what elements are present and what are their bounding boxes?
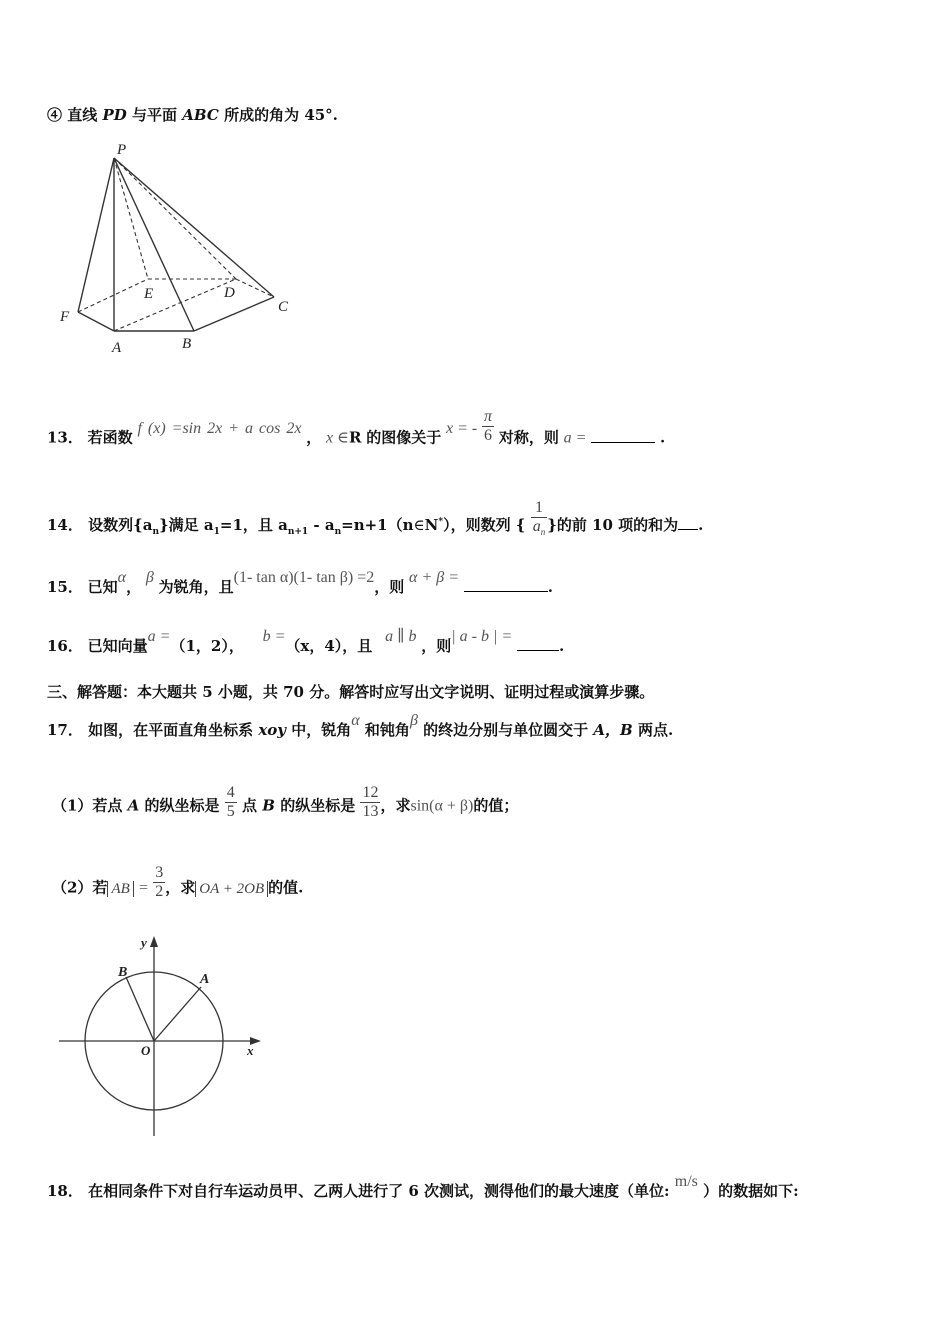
label-f: F [60, 309, 70, 325]
question-17: 17． 如图，在平面直角坐标系 xoy 中，锐角α 和钝角β 的终边分别与单位圆交于 A，B 两点. [47, 712, 674, 739]
statement-4: ④ 直线 PD 与平面 ABC 所成的角为 45°. [47, 106, 338, 124]
label-o: O [141, 1043, 151, 1058]
q14-answer-blank[interactable] [678, 529, 698, 530]
edge-pd [114, 158, 236, 279]
label-e: E [144, 286, 154, 302]
q18-unit: m/s [674, 1173, 698, 1190]
edge-dc [236, 279, 274, 297]
q13-axis-fraction: $\frac{\pi}{6}$ [484, 408, 493, 444]
edge-pc [114, 158, 274, 297]
ray-ob [126, 977, 154, 1041]
label-b: B [182, 336, 192, 352]
q15-condition: (1- tan α)(1- tan β) =2 [233, 569, 375, 586]
label-x: x [247, 1043, 254, 1058]
edge-fe [78, 279, 148, 312]
label-a: A [112, 340, 122, 356]
q17-part-1: （1）若点 A 的纵坐标是 $\frac{4}{5}$ 点 B 的纵坐标是 $\frac{12}{13}$ ，求sin(α + β)的值； [52, 784, 519, 820]
q17-fraction-4-5: $\frac{4}{5}$ [226, 784, 235, 820]
edge-bc [194, 297, 274, 331]
line-pd: PD [102, 106, 127, 124]
question-13: 13． 若函数 f (x) =sin 2x + a cos 2x ， x ∈R 的图像关于 x = - $\frac{\pi}{6}$ 对称，则 a = . [47, 408, 666, 447]
edge-fa [78, 312, 114, 331]
edge-pb [114, 158, 194, 331]
section-3-heading: 三、解答题：本大题共 5 小题，共 70 分。解答时应写出文字说明、证明过程或演算步骤。 [47, 683, 655, 701]
question-18: 18． 在相同条件下对自行车运动员甲、乙两人进行了 6 次测试，测得他们的最大速度（单位: m/s ）的数据如下: [47, 1173, 799, 1200]
question-16: 16． 已知向量a =（1，2）， b =（x，4），且 a ∥ b ，则| a - b | = . [47, 628, 565, 655]
q18-number: 18． [47, 1182, 83, 1200]
q16-number: 16． [47, 637, 83, 655]
label-c: C [278, 299, 289, 315]
edge-pf [78, 158, 114, 312]
label-a: A [200, 972, 210, 987]
unit-circle-figure [55, 932, 270, 1140]
y-axis-arrow [150, 936, 158, 947]
q13-function: f (x) =sin 2x + a cos 2x [137, 419, 302, 437]
question-15: 15． 已知α， β 为锐角，且(1- tan α)(1- tan β) =2，则 α + β = . [47, 569, 554, 596]
q15-number: 15． [47, 578, 83, 596]
q17-part-2: （2）若 AB = $\frac{3}{2}$ ，求 OA + 2OB 的值. [52, 864, 304, 900]
q17-abs-ab: AB [107, 881, 133, 897]
q14-reciprocal-fraction: $\frac{1}{a_n}$ [532, 499, 546, 538]
q14-number: 14． [47, 516, 83, 535]
label-d: D [224, 285, 235, 301]
q13-answer-blank[interactable] [591, 442, 655, 443]
q17-fraction-3-2: $\frac{3}{2}$ [155, 864, 164, 900]
plane-abc: ABC [182, 106, 219, 124]
q13-number: 13． [47, 428, 83, 447]
pyramid-figure [50, 140, 310, 365]
q16-answer-blank[interactable] [517, 650, 559, 651]
label-y: y [141, 935, 147, 950]
ray-oa [154, 987, 201, 1041]
q17-sin-expression: sin(α + β) [410, 797, 474, 815]
q15-answer-blank[interactable] [464, 591, 548, 592]
edge-pe [114, 158, 148, 279]
stmt4-marker: ④ [47, 106, 63, 124]
q17-fraction-12-13: $\frac{12}{13}$ [362, 784, 379, 820]
question-14: 14． 设数列$\{a_n\}$满足 $a_1=1$，且 $a_{n+1}$ - $a_n=n+1(n\in N^*)$，则数列 { $\frac{1}{a_n}$ }的前 10 项的和为 . [47, 505, 703, 547]
q17-abs-oa-2ob: OA + 2OB [195, 881, 268, 897]
q17-number: 17． [47, 721, 83, 739]
label-b: B [118, 965, 128, 980]
label-p: P [117, 142, 127, 158]
angle-value: 45°. [304, 106, 338, 124]
